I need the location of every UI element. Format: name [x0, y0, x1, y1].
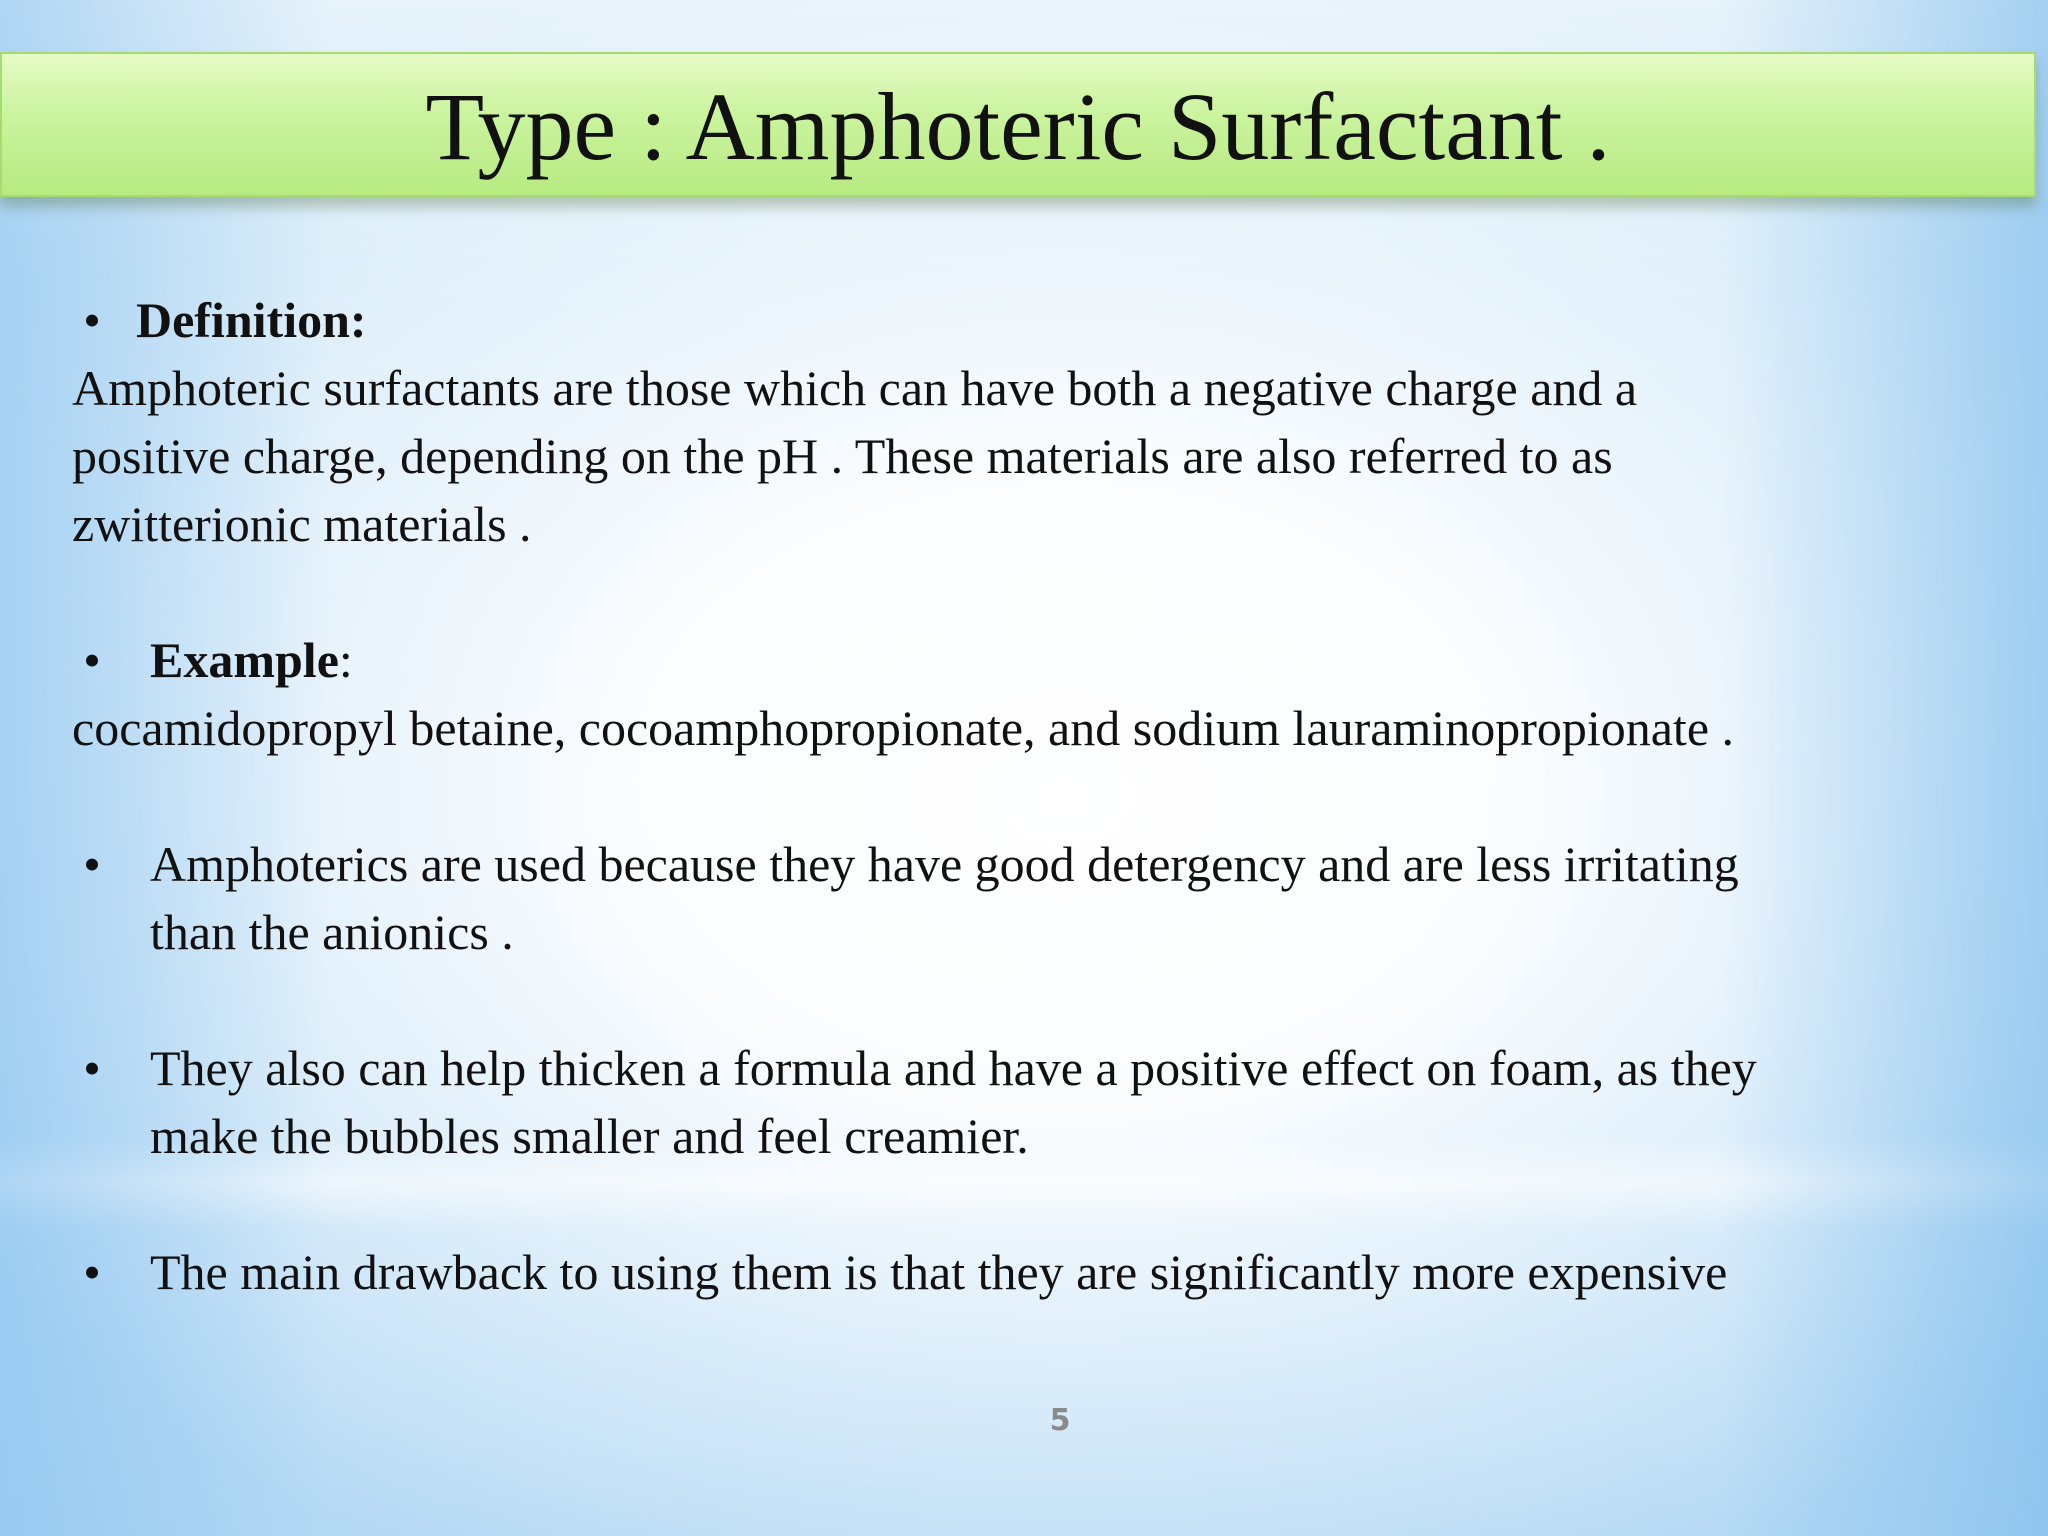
slide-title: Type : Amphoteric Surfactant . — [425, 73, 1611, 180]
definition-line: Amphoteric surfactants are those which can have both a negative charge and a — [72, 360, 1638, 416]
bullet-text-line: They also can help thicken a formula and have a positive effect on foam, as they — [150, 1040, 1757, 1096]
definition-line: zwitterionic materials . — [72, 496, 532, 552]
definition-heading — [72, 286, 1992, 354]
bullet-point-detergency — [72, 830, 1992, 966]
bullet-icon: • — [83, 292, 101, 348]
bullet-text-line: The main drawback to using them is that they are significantly more expensive — [150, 1244, 1728, 1300]
example-label: Example — [150, 632, 339, 688]
bullet-point-foam — [72, 1034, 1992, 1170]
bullet-icon: • — [83, 836, 101, 892]
bullet-text-line: than the anionics . — [150, 904, 514, 960]
slide-number: 5 — [1049, 1403, 1071, 1438]
example-heading — [72, 626, 1992, 694]
spacer — [72, 558, 1992, 626]
bullet-icon: • — [83, 1244, 101, 1300]
spacer — [72, 762, 1992, 830]
bullet-text-line: Amphoterics are used because they have good detergency and are less irritating — [150, 836, 1739, 892]
example-text: cocamidopropyl betaine, cocoamphopropionate, and sodium lauraminopropionate . — [72, 700, 1735, 756]
spacer — [72, 1170, 1992, 1238]
definition-label: Definition: — [136, 292, 367, 348]
title-bar — [0, 52, 2036, 197]
bullet-icon: • — [83, 632, 101, 688]
example-label-colon: : — [338, 632, 353, 688]
spacer — [72, 966, 1992, 1034]
bullet-text-line: make the bubbles smaller and feel creamier. — [150, 1108, 1029, 1164]
bullet-point-drawback — [72, 1238, 1992, 1306]
slide-body — [72, 286, 1992, 1306]
definition-line: positive charge, depending on the pH . These materials are also referred to as — [72, 428, 1613, 484]
bullet-icon: • — [83, 1040, 101, 1096]
